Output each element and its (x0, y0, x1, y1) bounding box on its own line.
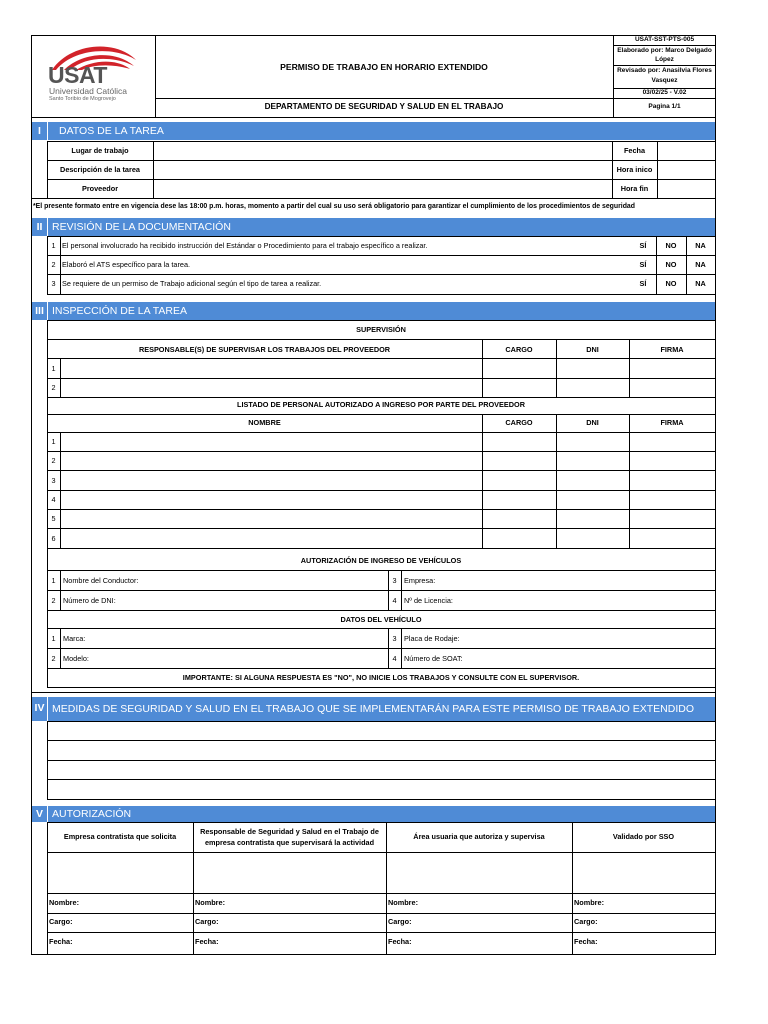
si-option[interactable]: SÍ (639, 260, 647, 269)
auth-col2-title-a: Responsable de Seguridad y Salud en el Trabajo de (200, 827, 379, 836)
firma-col1[interactable] (48, 853, 193, 893)
na-option[interactable]: NA (695, 241, 706, 250)
cargo-header-2: CARGO (505, 418, 533, 427)
auth-col4-title: Validado por SSO (612, 832, 675, 841)
lugar-field[interactable] (154, 142, 612, 160)
fecha-label-3: Fecha: (388, 937, 412, 946)
veh-n4: 4 (392, 596, 397, 605)
veh-dni-label: Número de DNI: (63, 596, 116, 605)
vehiculos-title: AUTORIZACIÓN DE INGRESO DE VEHÍCULOS (300, 556, 462, 565)
pers-row-4: 4 (51, 495, 56, 504)
auth-col3-title: Área usuaria que autoriza y supervisa (413, 832, 545, 841)
veh-conductor-label: Nombre del Conductor: (63, 576, 139, 585)
resp-row-2: 2 (51, 383, 56, 392)
cargo-header: CARGO (505, 345, 533, 354)
nombre-label-1: Nombre: (49, 898, 79, 907)
datos-n1: 1 (51, 634, 56, 643)
cargo-label-2: Cargo: (195, 917, 219, 926)
usat-logo (44, 40, 148, 106)
section-3-header (32, 302, 715, 320)
cargo-label-3: Cargo: (388, 917, 412, 926)
no-option[interactable]: NO (665, 241, 677, 250)
datos-n3: 3 (392, 634, 397, 643)
na-option[interactable]: NA (695, 260, 706, 269)
veh-n2: 2 (51, 596, 56, 605)
si-option[interactable]: SÍ (639, 279, 647, 288)
section-4-number: IV (32, 697, 48, 721)
section-2-title: REVISIÓN DE LA DOCUMENTACIÓN (52, 221, 231, 233)
logo-sub1: Universidad Católica (49, 86, 127, 96)
medidas-line-4[interactable] (48, 780, 715, 799)
si-option[interactable]: SÍ (639, 241, 647, 250)
section-1-number: I (32, 122, 48, 140)
pers-row-3: 3 (51, 476, 56, 485)
placa-label: Placa de Rodaje: (404, 634, 460, 643)
department-title: DEPARTAMENTO DE SEGURIDAD Y SALUD EN EL TRABAJO (264, 102, 504, 111)
revisado-por-2: Vasquez (651, 77, 678, 84)
hora-fin-label: Hora fin (620, 184, 649, 193)
hora-inicio-label: Hora inico (616, 165, 653, 174)
medidas-line-1[interactable] (48, 722, 715, 740)
firma-header-2: FIRMA (660, 418, 684, 427)
pers-row-6: 6 (51, 534, 56, 543)
fecha-label-2: Fecha: (195, 937, 219, 946)
elaborado-por-2: López (655, 56, 674, 63)
medidas-line-3[interactable] (48, 761, 715, 779)
firma-col3[interactable] (387, 853, 572, 893)
logo-sub2: Santo Toribio de Mogrovejo (49, 96, 116, 102)
row-number: 2 (51, 260, 56, 269)
nombre-label-4: Nombre: (574, 898, 604, 907)
row-text: Elaboró el ATS específico para la tarea. (62, 260, 191, 269)
veh-empresa-label: Empresa: (404, 576, 436, 585)
pers-row-1: 1 (51, 437, 56, 446)
section-3-title: INSPECCIÓN DE LA TAREA (52, 305, 187, 317)
veh-n1: 1 (51, 576, 56, 585)
supervision-title: SUPERVISIÓN (356, 325, 406, 334)
auth-col1-title: Empresa contratista que solicita (63, 832, 177, 841)
section-5-number: V (32, 806, 48, 822)
version-date: 03/02/25 - V.02 (642, 89, 687, 96)
pers-row-2: 2 (51, 456, 56, 465)
dni-header-2: DNI (586, 418, 599, 427)
nombre-label-2: Nombre: (195, 898, 225, 907)
auth-col2-title-b: empresa contratista que supervisará la actividad (204, 838, 375, 847)
veh-licencia-label: Nº de Licencia: (404, 596, 453, 605)
logo-text: USAT (48, 62, 107, 88)
datos-vehiculo-title: DATOS DEL VEHÍCULO (340, 615, 422, 624)
veh-n3: 3 (392, 576, 397, 585)
nombre-label-3: Nombre: (388, 898, 418, 907)
na-option[interactable]: NA (695, 279, 706, 288)
datos-n2: 2 (51, 654, 56, 663)
importante-note: IMPORTANTE: SI ALGUNA RESPUESTA ES "NO", NO INICIE LOS TRABAJOS Y CONSULTE CON EL SUPERVISOR. (182, 673, 580, 682)
firma-col2[interactable] (194, 853, 386, 893)
section-5-title: AUTORIZACIÓN (52, 808, 132, 820)
no-option[interactable]: NO (665, 279, 677, 288)
section-2-header (32, 218, 715, 236)
soat-label: Número de SOAT: (404, 654, 463, 663)
dni-header: DNI (586, 345, 599, 354)
section-5-header (32, 806, 715, 822)
marca-label: Marca: (63, 634, 86, 643)
fecha-label: Fecha (623, 146, 646, 155)
section-1-title: DATOS DE LA TAREA (59, 125, 164, 137)
fecha-label-1: Fecha: (49, 937, 73, 946)
revisado-por: Revisado por: Anasilvia Flores (617, 67, 712, 74)
listado-title: LISTADO DE PERSONAL AUTORIZADO A INGRESO POR PARTE DEL PROVEEDOR (237, 400, 525, 409)
page-number: Pagina 1/1 (648, 103, 681, 110)
form-title: PERMISO DE TRABAJO EN HORARIO EXTENDIDO (280, 62, 488, 72)
proveedor-label: Proveedor (81, 184, 119, 193)
cargo-label-1: Cargo: (49, 917, 73, 926)
descripcion-field[interactable] (154, 161, 612, 179)
vigencia-note: *El presente formato entre en vigencia dese las 18:00 p.m. horas, momento a partir del cual su uso será obligatorio para garantizar el cumplimiento de los procedimientos de seguridad (33, 203, 635, 210)
fecha-label-4: Fecha: (574, 937, 598, 946)
firma-col4[interactable] (573, 853, 715, 893)
section-3-number: III (32, 302, 48, 320)
modelo-label: Modelo: (63, 654, 89, 663)
proveedor-field[interactable] (154, 180, 612, 198)
row-number: 3 (51, 279, 56, 288)
resp-row-1: 1 (51, 364, 56, 373)
hora-inicio-field[interactable] (658, 161, 715, 179)
firma-header: FIRMA (660, 345, 684, 354)
section-4-title: MEDIDAS DE SEGURIDAD Y SALUD EN EL TRABAJO QUE SE IMPLEMENTARÁN PARA ESTE PERMISO DE TRABAJO EXTENDIDO (52, 703, 695, 715)
datos-n4: 4 (392, 654, 397, 663)
section-1-header (32, 122, 715, 140)
row-text: El personal involucrado ha recibido instrucción del Estándar o Procedimiento para el trabajo específico a realizar. (62, 241, 428, 250)
no-option[interactable]: NO (665, 260, 677, 269)
section-2-number: II (32, 218, 48, 236)
pers-row-5: 5 (51, 514, 56, 523)
cargo-label-4: Cargo: (574, 917, 598, 926)
section-4-header (32, 697, 715, 721)
fecha-field[interactable] (658, 142, 715, 160)
hora-fin-field[interactable] (658, 180, 715, 198)
nombre-header: NOMBRE (248, 418, 281, 427)
doc-code: USAT-SST-PTS-005 (634, 36, 695, 43)
lugar-label: Lugar de trabajo (71, 146, 129, 155)
row-number: 1 (51, 241, 56, 250)
responsables-header: RESPONSABLE(S) DE SUPERVISAR LOS TRABAJOS DEL PROVEEDOR (138, 345, 391, 354)
row-text: Se requiere de un permiso de Trabajo adicional según el tipo de tarea a realizar. (62, 279, 322, 288)
descripcion-label: Descripción de la tarea (60, 165, 140, 174)
medidas-line-2[interactable] (48, 741, 715, 760)
elaborado-por: Elaborado por: Marco Delgado (617, 47, 712, 54)
